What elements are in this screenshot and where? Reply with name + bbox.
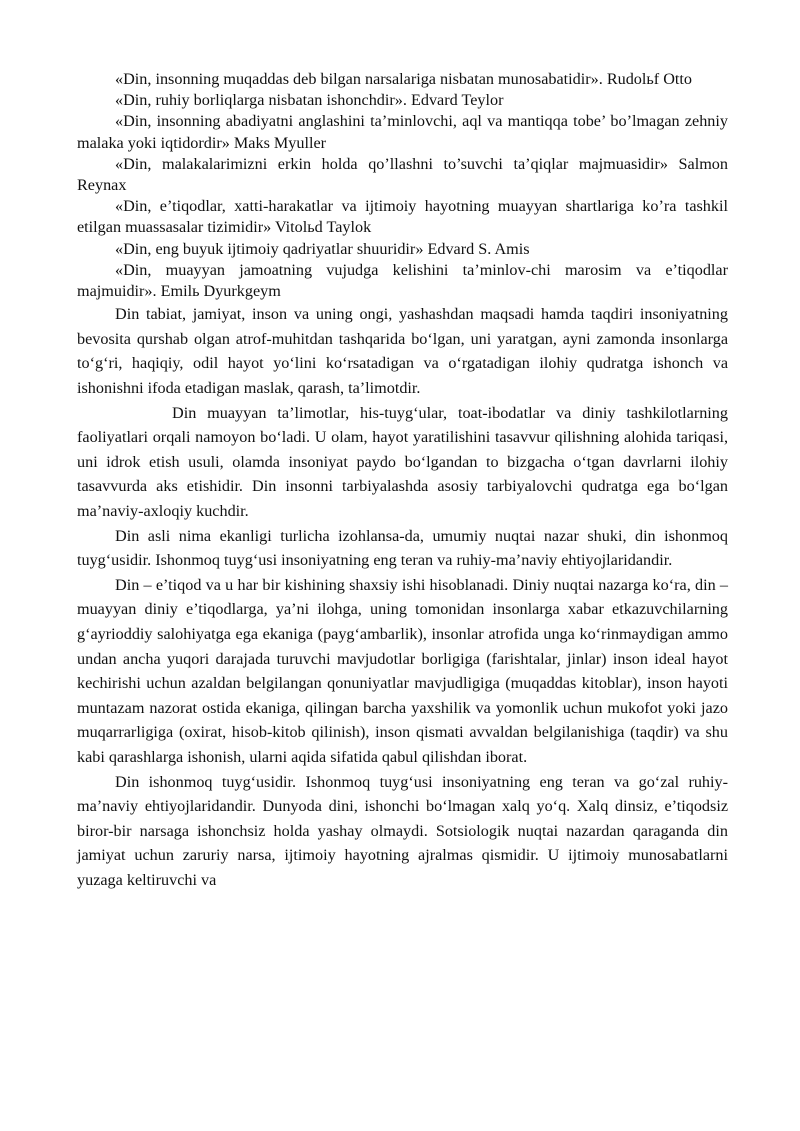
quote-maks-myuller: «Din, insonning abadiyatni anglashini ta’minlovchi, aql va mantiqqa tobe’ bo’lmagan zehniy malaka yoki iqtidordir» Maks Myuller: [77, 112, 728, 152]
paragraph-religious-view: Din – e’tiqod va u har bir kishining shaxsiy ishi hisoblanadi. Diniy nuqtai nazarga ko‘ra, din – muayyan diniy e’tiqodlarga, ya’ni ilohga, uning tomonidan insonlarga xabar etkazuvchilarning g‘ayrioddiy salohiyatga ega ekaniga (payg‘ambarlik), insonlar atrofida unga ko‘rinmaydigan ammo undan ancha yuqori darajada turuvchi mavjudotlar borligiga (farishtalar, jinlar) inson ideal hayot kechirishi uchun azaldan belgilangan qonuniyatlar mavjudligiga (muqaddas kitoblar), inson hayoti muntazam nazorat ostida ekaniga, qilingan barcha yaxshilik va yomonlik uchun mukofot yoki jazo muqarrarligiga (oxirat, hisob-kitob qilinish), inson qismati avvaldan belgilanishiga (taqdir) va shu kabi qarashlarga ishonish, ularni aqida sifatida qabul qilishdan iborat.: [77, 575, 728, 766]
paragraph-sociological-view: Din ishonmoq tuyg‘usidir. Ishonmoq tuyg‘usi insoniyatning eng teran va go‘zal ruhiy-ma’naviy ehtiyojlaridandir. Dunyoda dini, ishonchi bo‘lmagan xalq yo‘q. Xalq dinsiz, e’tiqodsiz biror-bir narsaga ishonchsiz holda yashay olmaydi. Sotsiologik nuqtai nazardan qaraganda din jamiyat uchun zaruriy narsa, ijtimoiy hayotning ajralmas qismidir. U ijtimoiy munosabatlarni yuzaga keltiruvchi va: [77, 772, 728, 889]
paragraph-manifestation: Din muayyan ta’limotlar, his-tuyg‘ular, toat-ibodatlar va diniy tashkilotlarning faoliyatlari orqali namoyon bo‘ladi. U olam, hayot yaratilishini tasavvur qilishning alohida tariqasi, uni idrok etish usuli, olamda insoniyat paydo bo‘lgandan to bizgacha o‘tgan davrlarni ilohiy tasavvurda aks etishidir. Din insonni tarbiyalashda asosiy tarbiyalovchi qudratga ega bo‘lgan ma’naviy-axloqiy kuchdir.: [77, 403, 728, 520]
paragraph-belief-feeling: Din asli nima ekanligi turlicha izohlansa-da, umumiy nuqtai nazar shuki, din ishonmoq tuyg‘usidir. Ishonmoq tuyg‘usi insoniyatning eng teran va ruhiy-ma’naviy ehtiyojlaridandir.: [77, 526, 728, 570]
body-text: [77, 302, 728, 892]
paragraph-definition: Din tabiat, jamiyat, inson va uning ongi, yashashdan maqsadi hamda taqdiri insoniyatning bevosita qurshab olgan atrof-muhitdan tashqarida bo‘lgan, uni yaratgan, ayni zamonda insonlarga to‘g‘ri, haqiqiy, odil hayot yo‘lini ko‘rsatadigan va o‘rgatadigan ilohiy qudratga ishonch va ishonishni ifoda etadigan maslak, qarash, ta’limotdir.: [77, 305, 728, 398]
definitions-quote-list: [77, 69, 728, 302]
quote-vitold-taylok: «Din, e’tiqodlar, xatti-harakatlar va ijtimoiy hayotning muayyan shartlariga ko’ra tashkil etilgan muassasalar tizimidir» Vitolьd Taylok: [77, 197, 728, 237]
quote-edvard-teylor: «Din, ruhiy borliqlarga nisbatan ishonchdir». Edvard Teylor: [115, 91, 504, 110]
quote-emil-dyurkgeym: «Din, muayyan jamoatning vujudga kelishini ta’minlov-chi marosim va e’tiqodlar majmuidir». Emilь Dyurkgeym: [77, 260, 728, 301]
quote-edvard-amis: «Din, eng buyuk ijtimoiy qadriyatlar shuuridir» Edvard S. Amis: [115, 239, 530, 258]
quote-salmon-reynax: «Din, malakalarimizni erkin holda qo’llashni to’suvchi ta’qiqlar majmuasidir» Salmon Reynax: [77, 154, 728, 195]
quote-rudolf-otto: «Din, insonning muqaddas deb bilgan narsalariga nisbatan munosabatidir». Rudolьf Otto: [115, 70, 692, 88]
